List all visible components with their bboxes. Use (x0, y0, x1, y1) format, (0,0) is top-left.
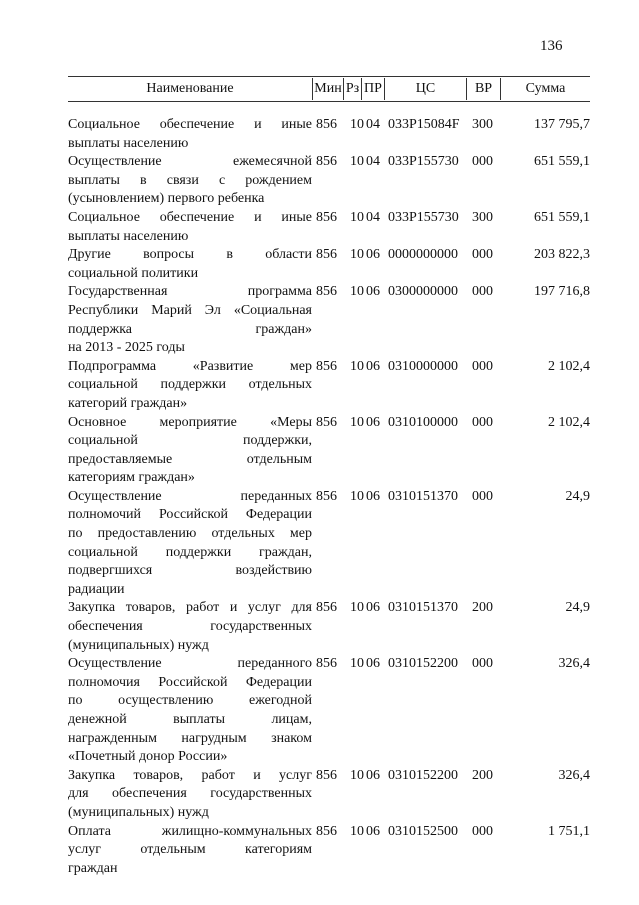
row-sum: 2 102,4 (548, 414, 590, 430)
row-name-line: Подпрограмма «Развитие мер (68, 358, 312, 374)
row-name-line: Республики Марий Эл «Социальная (68, 302, 312, 318)
header-cs: ЦС (415, 81, 436, 96)
row-vr: 200 (472, 600, 493, 616)
row-name (68, 283, 312, 357)
row-name-line: Социальное обеспечение и иные (68, 117, 312, 132)
row-pr: 04 (366, 209, 380, 225)
row-pr: 04 (366, 117, 380, 132)
row-rz: 10 (350, 767, 364, 783)
header-sum: Сумма (525, 81, 566, 96)
row-rz: 10 (350, 488, 364, 504)
row-name-line: категорий граждан» (68, 395, 188, 411)
row-name-line: денежной выплаты лицам, (68, 712, 312, 727)
table-row (68, 414, 590, 488)
row-rz: 10 (350, 209, 364, 225)
row-name-line: Закупка товаров, работ и услуг (68, 767, 312, 783)
row-cs: 0310000000 (388, 358, 458, 374)
row-sum: 651 559,1 (534, 154, 590, 170)
row-vr: 000 (472, 247, 493, 263)
row-name (68, 358, 312, 414)
row-rz: 10 (350, 414, 364, 430)
row-rz: 10 (350, 117, 364, 132)
row-name-line: социальной поддержки, (68, 433, 312, 449)
row-rz: 10 (350, 358, 364, 374)
row-name-line: полномочия Российской Федерации (68, 674, 312, 690)
row-name-line: Осуществление переданного (68, 656, 312, 672)
row-vr: 000 (472, 284, 493, 300)
row-pr: 04 (366, 154, 380, 170)
row-name-line: радиации (68, 581, 125, 597)
table-row (68, 358, 590, 414)
row-name-line: социальной поддержки отдельных (68, 377, 312, 393)
table-body (68, 116, 590, 878)
row-cs: 0000000000 (388, 247, 458, 263)
row-min: 856 (316, 154, 337, 170)
page-number: 136 (540, 38, 563, 54)
row-sum: 203 822,3 (534, 247, 590, 263)
row-rz: 10 (350, 600, 364, 616)
row-pr: 06 (366, 823, 380, 839)
row-name-line: по осуществлению ежегодной (68, 693, 312, 709)
row-rz: 10 (350, 247, 364, 263)
table-row (68, 488, 590, 600)
row-min: 856 (316, 414, 337, 430)
row-min: 856 (316, 247, 337, 263)
table-top-rule (68, 76, 590, 77)
header-rz: Рз (345, 81, 360, 96)
table-row (68, 209, 590, 246)
row-cs: 0310152200 (388, 767, 458, 783)
row-name (68, 209, 312, 246)
row-cs: 0310152500 (388, 823, 458, 839)
row-vr: 000 (472, 414, 493, 430)
row-sum: 2 102,4 (548, 358, 590, 374)
row-sum: 326,4 (558, 656, 590, 672)
row-cs: 033P15084F (388, 117, 460, 132)
row-name-line: социальной политики (68, 265, 199, 281)
header-pr: ПР (364, 81, 382, 96)
row-name-line: Осуществление переданных (68, 488, 312, 504)
row-cs: 0310100000 (388, 414, 458, 430)
table-row (68, 283, 590, 357)
row-name (68, 823, 312, 879)
row-pr: 06 (366, 358, 380, 374)
table-header-rule (68, 101, 590, 102)
row-cs: 0310152200 (388, 656, 458, 672)
row-name-line: (усыновлением) первого ребенка (68, 191, 265, 207)
row-name-line: категориям граждан» (68, 470, 195, 486)
row-name-line: (муниципальных) нужд (68, 637, 209, 653)
row-sum: 197 716,8 (534, 284, 590, 300)
table-row (68, 823, 590, 879)
row-min: 856 (316, 823, 337, 839)
table-row (68, 116, 590, 153)
row-name-line: услуг отдельным категориям (68, 842, 312, 858)
table-row (68, 655, 590, 767)
row-sum: 137 795,7 (534, 117, 590, 132)
row-rz: 10 (350, 656, 364, 672)
row-name (68, 488, 312, 600)
row-min: 856 (316, 284, 337, 300)
row-min: 856 (316, 600, 337, 616)
row-name-line: Осуществление ежемесячной (68, 154, 312, 170)
row-min: 856 (316, 488, 337, 504)
row-name-line: поддержка граждан» (68, 321, 312, 337)
table-row (68, 246, 590, 283)
row-vr: 000 (472, 358, 493, 374)
row-rz: 10 (350, 284, 364, 300)
row-min: 856 (316, 767, 337, 783)
row-name-line: подвергшихся воздействию (68, 563, 312, 579)
row-name-line: для обеспечения государственных (68, 786, 312, 802)
header-vr: ВР (474, 81, 493, 96)
row-name-line: полномочий Российской Федерации (68, 507, 312, 523)
row-name-line: выплаты в связи с рождением (68, 172, 312, 188)
row-sum: 651 559,1 (534, 209, 590, 225)
row-rz: 10 (350, 154, 364, 170)
row-vr: 000 (472, 823, 493, 839)
row-pr: 06 (366, 284, 380, 300)
row-name-line: по предоставлению отдельных мер (68, 526, 312, 542)
row-name-line: предоставляемые отдельным (68, 451, 312, 467)
row-name-line: социальной поддержки граждан, (68, 544, 312, 560)
row-vr: 200 (472, 767, 493, 783)
row-pr: 06 (366, 656, 380, 672)
row-name (68, 414, 312, 488)
row-pr: 06 (366, 414, 380, 430)
row-name-line: Социальное обеспечение и иные (68, 209, 312, 225)
table-row (68, 599, 590, 655)
row-vr: 000 (472, 154, 493, 170)
row-name-line: награжденным нагрудным знаком (68, 730, 312, 746)
row-name (68, 153, 312, 209)
row-name-line: на 2013 - 2025 годы (68, 340, 185, 356)
row-name-line: Оплата жилищно-коммунальных (68, 823, 312, 839)
row-name-line: «Почетный донор России» (68, 749, 228, 765)
table-row (68, 767, 590, 823)
row-vr: 000 (472, 488, 493, 504)
row-cs: 0300000000 (388, 284, 458, 300)
row-pr: 06 (366, 767, 380, 783)
row-sum: 1 751,1 (548, 823, 590, 839)
row-cs: 0310151370 (388, 488, 458, 504)
row-name-line: Другие вопросы в области (68, 247, 312, 263)
row-cs: 0310151370 (388, 600, 458, 616)
row-cs: 033P155730 (388, 154, 459, 170)
row-vr: 000 (472, 656, 493, 672)
row-pr: 06 (366, 247, 380, 263)
row-min: 856 (316, 358, 337, 374)
row-name-line: граждан (68, 860, 118, 876)
row-name-line: выплаты населению (68, 135, 189, 151)
row-cs: 033P155730 (388, 209, 459, 225)
row-vr: 300 (472, 117, 493, 132)
row-name-line: Основное мероприятие «Меры (68, 414, 312, 430)
row-vr: 300 (472, 209, 493, 225)
row-rz: 10 (350, 823, 364, 839)
row-min: 856 (316, 117, 337, 132)
row-sum: 326,4 (558, 767, 590, 783)
row-name (68, 767, 312, 823)
row-sum: 24,9 (565, 488, 590, 504)
table-header (68, 78, 590, 100)
row-name-line: Государственная программа (68, 284, 312, 300)
row-name (68, 655, 312, 767)
row-name-line: (муниципальных) нужд (68, 804, 209, 820)
header-name: Наименование (146, 81, 234, 96)
row-pr: 06 (366, 488, 380, 504)
row-sum: 24,9 (565, 600, 590, 616)
row-name-line: выплаты населению (68, 228, 189, 244)
row-name (68, 116, 312, 153)
row-name-line: обеспечения государственных (68, 619, 312, 635)
table-row (68, 153, 590, 209)
row-name (68, 246, 312, 283)
row-name-line: Закупка товаров, работ и услуг для (68, 600, 312, 616)
row-min: 856 (316, 209, 337, 225)
row-pr: 06 (366, 600, 380, 616)
header-min: Мин (314, 81, 342, 96)
row-name (68, 599, 312, 655)
row-min: 856 (316, 656, 337, 672)
